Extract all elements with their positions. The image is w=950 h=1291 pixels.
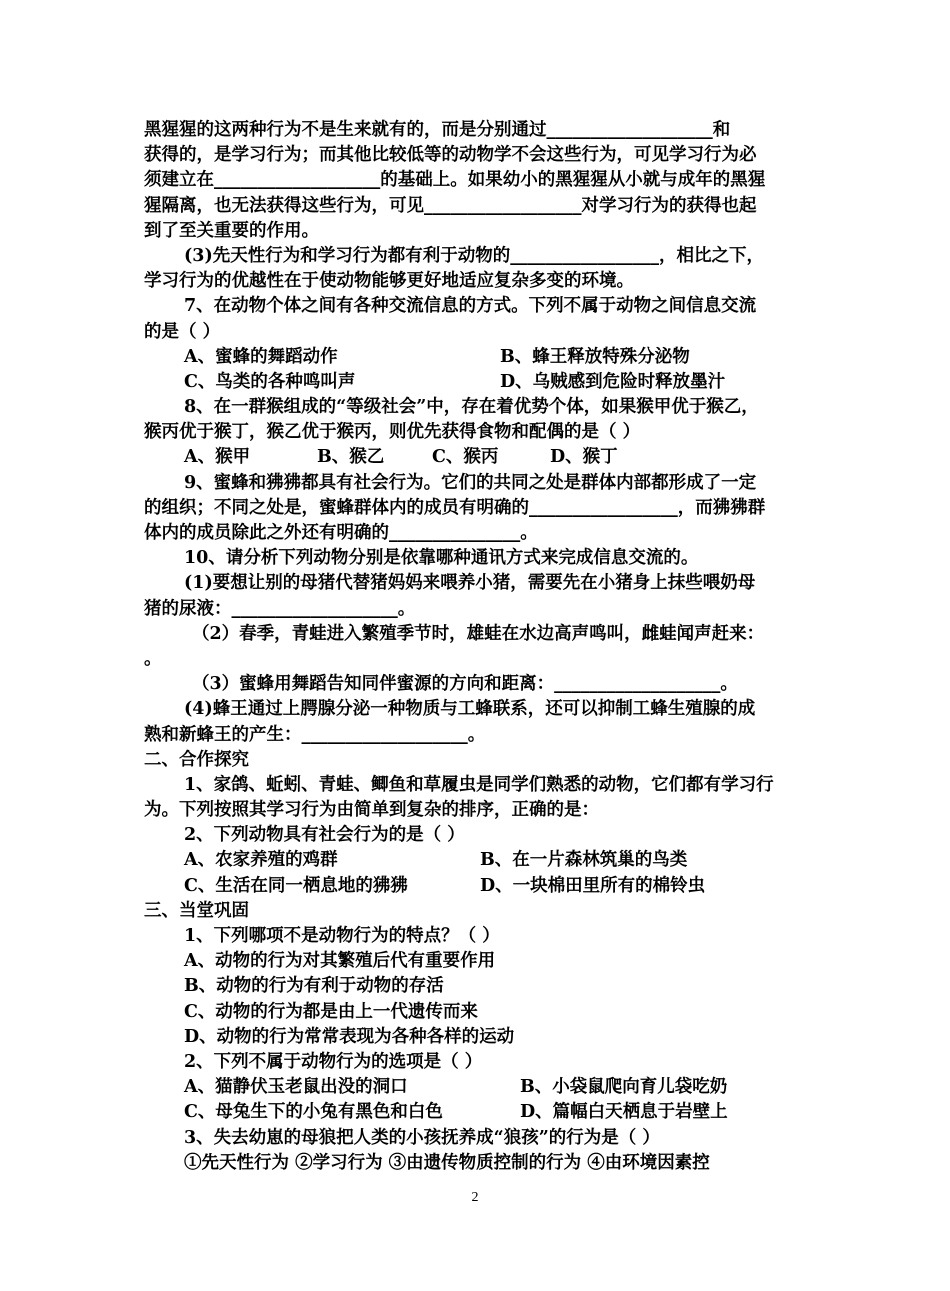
options-row <box>144 1075 812 1100</box>
option: D、一块棉田里所有的棉铃虫 <box>480 875 706 896</box>
option: A、蜜蜂的舞蹈动作 <box>184 346 338 367</box>
question-9: 9、蜜蜂和狒狒都具有社会行为。它们的共同之处是群体内部都形成了一定 <box>184 472 757 493</box>
question-7: 7、在动物个体之间有各种交流信息的方式。下列不属于动物之间信息交流 <box>184 296 757 317</box>
text-line: (4)蜂王通过上腭腺分泌一种物质与工蜂联系，还可以抑制工蜂生殖腺的成 <box>184 699 756 720</box>
option: B、在一片森林筑巢的鸟类 <box>480 850 688 871</box>
option: B、小袋鼠爬向育儿袋吃奶 <box>520 1077 728 1098</box>
text-line: 猴丙优于猴丁，猴乙优于猴丙，则优先获得食物和配偶的是（ ） <box>144 422 641 443</box>
option: D、猴丁 <box>550 447 618 468</box>
option: C、鸟类的各种鸣叫声 <box>184 371 356 392</box>
options-row <box>144 874 812 899</box>
text-line: ①先天性行为 ②学习行为 ③由遗传物质控制的行为 ④由环境因素控 <box>184 1152 710 1173</box>
options-row <box>144 370 812 395</box>
section-heading: 二、合作探究 <box>144 749 249 770</box>
text-line: （3）蜜蜂用舞蹈告知同伴蜜源的方向和距离：___________________。 <box>192 674 738 695</box>
options-row <box>144 445 812 470</box>
text-line: 的是（ ） <box>144 321 221 342</box>
text-line: 到了至关重要的作用。 <box>144 220 319 241</box>
option: C、生活在同一栖息地的狒狒 <box>184 875 408 896</box>
text-line: 学习行为的优越性在于使动物能够更好地适应复杂多变的环境。 <box>144 271 634 292</box>
option: A、农家养殖的鸡群 <box>184 850 338 871</box>
option: A、动物的行为对其繁殖后代有重要作用 <box>184 951 496 972</box>
text-line: 黑猩猩的这两种行为不是生来就有的，而是分别通过___________________和 <box>144 120 731 140</box>
text-line: 的组织；不同之处是，蜜蜂群体内的成员有明确的_________________，而狒狒群 <box>144 497 766 518</box>
text-line: 猪的尿液：___________________。 <box>144 598 416 619</box>
option: B、蜂王释放特殊分泌物 <box>500 346 690 367</box>
text-line: (3)先天性行为和学习行为都有利于动物的_________________，相比之下， <box>184 245 764 266</box>
option: B、动物的行为有利于动物的存活 <box>184 976 444 997</box>
text-line: 体内的成员除此之外还有明确的_______________。 <box>144 523 538 543</box>
text-line: 猩隔离，也无法获得这些行为，可见__________________对学习行为的获得也起 <box>144 195 757 216</box>
option: D、动物的行为常常表现为各种各样的运动 <box>184 1026 515 1047</box>
option: D、篇幅白天栖息于岩壁上 <box>520 1102 728 1123</box>
option: C、母兔生下的小兔有黑色和白色 <box>184 1102 443 1123</box>
option: B、猴乙 <box>317 447 385 468</box>
text-line: 须建立在___________________的基础上。如果幼小的黑猩猩从小就与成年的黑猩 <box>144 170 766 191</box>
options-row <box>144 1100 812 1125</box>
option: A、猫静伏玉老鼠出没的洞口 <box>184 1077 408 1098</box>
document-body <box>144 118 812 1176</box>
option: C、动物的行为都是由上一代遗传而来 <box>184 1001 478 1022</box>
text-line: 2、下列动物具有社会行为的是（ ） <box>184 825 465 846</box>
question-8: 8、在一群猴组成的“等级社会”中，存在着优势个体，如果猴甲优于猴乙， <box>184 397 759 418</box>
option: D、乌贼感到危险时释放墨汁 <box>500 371 726 392</box>
option: A、猴甲 <box>184 447 251 468</box>
page-number: 2 <box>471 1190 479 1205</box>
text-line: 为。下列按照其学习行为由简单到复杂的排序，正确的是： <box>144 800 599 821</box>
option: C、猴丙 <box>432 447 499 468</box>
text-line: （2）春季，青蛙进入繁殖季节时，雄蛙在水边高声鸣叫，雌蛙闻声赶来： <box>192 623 765 644</box>
text-line: 。 <box>144 648 162 669</box>
options-row <box>144 345 812 370</box>
text-line: 2、下列不属于动物行为的选项是（ ） <box>184 1051 483 1072</box>
text-line: 1、家鸽、蚯蚓、青蛙、鲫鱼和草履虫是同学们熟悉的动物，它们都有学习行 <box>184 774 774 795</box>
text-line: 3、失去幼崽的母狼把人类的小孩抚养成“狼孩”的行为是（ ） <box>184 1127 660 1148</box>
section-heading: 三、当堂巩固 <box>144 900 249 921</box>
options-row <box>144 848 812 873</box>
question-10: 10、请分析下列动物分别是依靠哪种通讯方式来完成信息交流的。 <box>184 548 699 569</box>
text-line: 1、下列哪项不是动物行为的特点？（ ） <box>184 926 500 946</box>
text-line: 熟和新蜂王的产生：___________________。 <box>144 724 486 745</box>
text-line: 获得的，是学习行为；而其他比较低等的动物学不会这些行为，可见学习行为必 <box>144 145 757 166</box>
text-line: (1)要想让别的母猪代替猪妈妈来喂养小猪，需要先在小猪身上抹些喂奶母 <box>184 573 756 594</box>
